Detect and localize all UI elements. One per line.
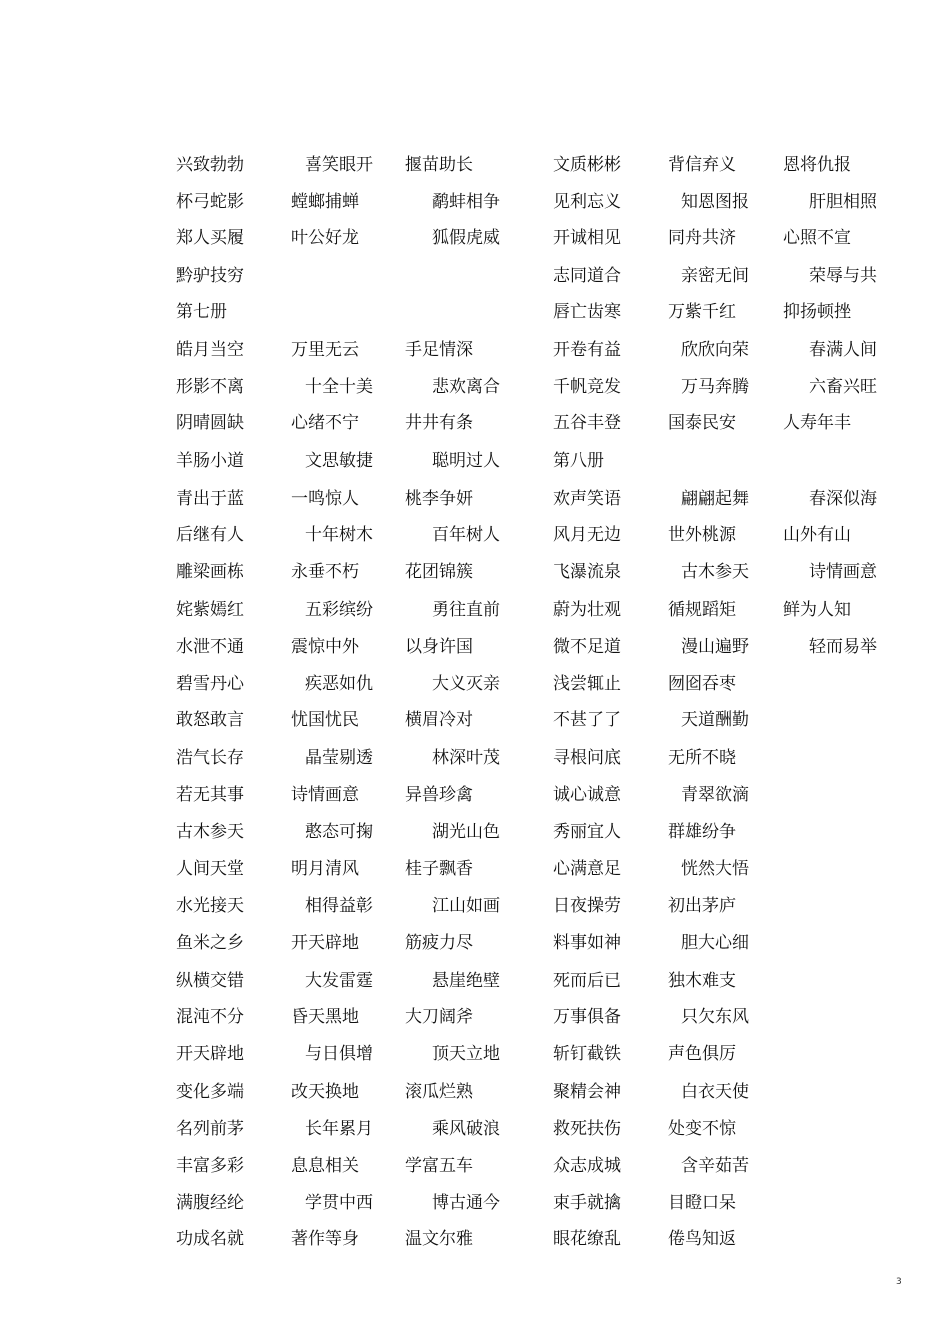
idiom-row xyxy=(0,930,950,956)
idiom-cell: 万马奔腾 xyxy=(681,377,749,397)
idiom-cell: 心满意足 xyxy=(553,859,621,879)
idiom-cell: 声色俱厉 xyxy=(668,1044,736,1064)
idiom-cell: 鲜为人知 xyxy=(783,600,851,620)
idiom-cell: 聪明过人 xyxy=(432,451,500,471)
idiom-cell: 明月清风 xyxy=(291,859,359,879)
idiom-cell: 无所不晓 xyxy=(668,748,736,768)
idiom-cell: 桂子飘香 xyxy=(405,859,473,879)
idiom-row xyxy=(0,1004,950,1030)
idiom-cell: 郑人买履 xyxy=(176,228,244,248)
idiom-cell: 亲密无间 xyxy=(681,266,749,286)
idiom-cell: 春深似海 xyxy=(809,489,877,509)
idiom-cell: 昏天黑地 xyxy=(291,1007,359,1027)
idiom-cell: 只欠东风 xyxy=(681,1007,749,1027)
idiom-cell: 丰富多彩 xyxy=(176,1156,244,1176)
idiom-cell: 晶莹剔透 xyxy=(305,748,373,768)
idiom-cell: 翩翩起舞 xyxy=(681,489,749,509)
idiom-cell: 恍然大悟 xyxy=(681,859,749,879)
idiom-cell: 文质彬彬 xyxy=(553,155,621,175)
idiom-cell: 初出茅庐 xyxy=(668,896,736,916)
idiom-cell: 六畜兴旺 xyxy=(809,377,877,397)
idiom-row xyxy=(0,968,950,994)
idiom-cell: 水光接天 xyxy=(176,896,244,916)
idiom-cell: 青出于蓝 xyxy=(176,489,244,509)
idiom-cell: 阴晴圆缺 xyxy=(176,413,244,433)
idiom-cell: 杯弓蛇影 xyxy=(176,192,244,212)
idiom-cell: 众志成城 xyxy=(553,1156,621,1176)
idiom-row xyxy=(0,1041,950,1067)
idiom-row xyxy=(0,337,950,363)
idiom-cell: 碧雪丹心 xyxy=(176,674,244,694)
idiom-cell: 诗情画意 xyxy=(809,562,877,582)
idiom-cell: 顶天立地 xyxy=(432,1044,500,1064)
idiom-cell: 大义灭亲 xyxy=(432,674,500,694)
idiom-cell: 志同道合 xyxy=(553,266,621,286)
idiom-cell: 蔚为壮观 xyxy=(553,600,621,620)
idiom-row xyxy=(0,152,950,178)
idiom-cell: 筋疲力尽 xyxy=(405,933,473,953)
idiom-cell: 乘风破浪 xyxy=(432,1119,500,1139)
idiom-cell: 学富五车 xyxy=(405,1156,473,1176)
idiom-cell: 春满人间 xyxy=(809,340,877,360)
idiom-cell: 第七册 xyxy=(176,302,227,322)
idiom-cell: 滚瓜烂熟 xyxy=(405,1082,473,1102)
idiom-cell: 若无其事 xyxy=(176,785,244,805)
idiom-cell: 兴致勃勃 xyxy=(176,155,244,175)
idiom-cell: 风月无边 xyxy=(553,525,621,545)
idiom-cell: 世外桃源 xyxy=(668,525,736,545)
idiom-row xyxy=(0,634,950,660)
idiom-row xyxy=(0,1116,950,1142)
idiom-cell: 诚心诚意 xyxy=(553,785,621,805)
idiom-cell: 螳螂捕蝉 xyxy=(291,192,359,212)
idiom-cell: 古木参天 xyxy=(681,562,749,582)
idiom-cell: 悬崖绝壁 xyxy=(432,971,500,991)
idiom-cell: 叶公好龙 xyxy=(291,228,359,248)
idiom-row xyxy=(0,410,950,436)
idiom-row xyxy=(0,374,950,400)
idiom-cell: 敢怒敢言 xyxy=(176,710,244,730)
idiom-cell: 水泄不通 xyxy=(176,637,244,657)
idiom-cell: 与日俱增 xyxy=(305,1044,373,1064)
idiom-cell: 长年累月 xyxy=(305,1119,373,1139)
idiom-cell: 皓月当空 xyxy=(176,340,244,360)
idiom-cell: 羊肠小道 xyxy=(176,451,244,471)
idiom-cell: 山外有山 xyxy=(783,525,851,545)
idiom-cell: 以身许国 xyxy=(405,637,473,657)
idiom-cell: 忧国忧民 xyxy=(291,710,359,730)
idiom-cell: 寻根问底 xyxy=(553,748,621,768)
idiom-cell: 万事俱备 xyxy=(553,1007,621,1027)
idiom-row xyxy=(0,189,950,215)
idiom-cell: 著作等身 xyxy=(291,1229,359,1249)
idiom-row xyxy=(0,448,950,474)
idiom-cell: 息息相关 xyxy=(291,1156,359,1176)
idiom-cell: 黔驴技穷 xyxy=(176,266,244,286)
idiom-cell: 青翠欲滴 xyxy=(681,785,749,805)
idiom-cell: 功成名就 xyxy=(176,1229,244,1249)
idiom-cell: 倦鸟知返 xyxy=(668,1229,736,1249)
idiom-cell: 束手就擒 xyxy=(553,1193,621,1213)
idiom-cell: 开卷有益 xyxy=(553,340,621,360)
idiom-cell: 心绪不宁 xyxy=(291,413,359,433)
idiom-cell: 温文尔雅 xyxy=(405,1229,473,1249)
idiom-cell: 五谷丰登 xyxy=(553,413,621,433)
idiom-cell: 形影不离 xyxy=(176,377,244,397)
idiom-cell: 博古通今 xyxy=(432,1193,500,1213)
idiom-cell: 知恩图报 xyxy=(681,192,749,212)
idiom-cell: 含辛茹苦 xyxy=(681,1156,749,1176)
idiom-cell: 疾恶如仇 xyxy=(305,674,373,694)
idiom-cell: 名列前茅 xyxy=(176,1119,244,1139)
idiom-row xyxy=(0,745,950,771)
idiom-cell: 喜笑眼开 xyxy=(305,155,373,175)
idiom-cell: 背信弃义 xyxy=(668,155,736,175)
idiom-cell: 天道酬勤 xyxy=(681,710,749,730)
idiom-cell: 万紫千红 xyxy=(668,302,736,322)
idiom-row xyxy=(0,225,950,251)
idiom-cell: 混沌不分 xyxy=(176,1007,244,1027)
idiom-cell: 后继有人 xyxy=(176,525,244,545)
idiom-cell: 囫囵吞枣 xyxy=(668,674,736,694)
idiom-row xyxy=(0,856,950,882)
idiom-row xyxy=(0,782,950,808)
idiom-cell: 震惊中外 xyxy=(291,637,359,657)
idiom-cell: 荣辱与共 xyxy=(809,266,877,286)
idiom-cell: 欣欣向荣 xyxy=(681,340,749,360)
idiom-cell: 飞瀑流泉 xyxy=(553,562,621,582)
idiom-cell: 日夜操劳 xyxy=(553,896,621,916)
idiom-cell: 井井有条 xyxy=(405,413,473,433)
idiom-cell: 诗情画意 xyxy=(291,785,359,805)
idiom-cell: 大发雷霆 xyxy=(305,971,373,991)
idiom-cell: 欢声笑语 xyxy=(553,489,621,509)
page-number: 3 xyxy=(896,1277,902,1287)
idiom-cell: 姹紫嫣红 xyxy=(176,600,244,620)
idiom-row xyxy=(0,1190,950,1216)
idiom-cell: 微不足道 xyxy=(553,637,621,657)
idiom-cell: 白衣天使 xyxy=(681,1082,749,1102)
idiom-cell: 纵横交错 xyxy=(176,971,244,991)
idiom-cell: 百年树人 xyxy=(432,525,500,545)
idiom-cell: 改天换地 xyxy=(291,1082,359,1102)
idiom-cell: 相得益彰 xyxy=(305,896,373,916)
idiom-cell: 湖光山色 xyxy=(432,822,500,842)
idiom-cell: 唇亡齿寒 xyxy=(553,302,621,322)
idiom-cell: 目瞪口呆 xyxy=(668,1193,736,1213)
idiom-cell: 永垂不朽 xyxy=(291,562,359,582)
idiom-cell: 恩将仇报 xyxy=(783,155,851,175)
idiom-cell: 十年树木 xyxy=(305,525,373,545)
idiom-cell: 鹬蚌相争 xyxy=(432,192,500,212)
idiom-cell: 文思敏捷 xyxy=(305,451,373,471)
idiom-row xyxy=(0,893,950,919)
idiom-cell: 变化多端 xyxy=(176,1082,244,1102)
idiom-cell: 浅尝辄止 xyxy=(553,674,621,694)
idiom-cell: 手足情深 xyxy=(405,340,473,360)
idiom-cell: 浩气长存 xyxy=(176,748,244,768)
idiom-cell: 胆大心细 xyxy=(681,933,749,953)
idiom-cell: 国泰民安 xyxy=(668,413,736,433)
idiom-row xyxy=(0,1226,950,1252)
idiom-cell: 料事如神 xyxy=(553,933,621,953)
idiom-cell: 十全十美 xyxy=(305,377,373,397)
idiom-cell: 满腹经纶 xyxy=(176,1193,244,1213)
idiom-row xyxy=(0,263,950,289)
idiom-row xyxy=(0,299,950,325)
idiom-cell: 群雄纷争 xyxy=(668,822,736,842)
idiom-cell: 不甚了了 xyxy=(553,710,621,730)
idiom-cell: 千帆竞发 xyxy=(553,377,621,397)
idiom-cell: 横眉冷对 xyxy=(405,710,473,730)
idiom-row xyxy=(0,671,950,697)
idiom-row xyxy=(0,819,950,845)
idiom-cell: 第八册 xyxy=(553,451,604,471)
idiom-cell: 聚精会神 xyxy=(553,1082,621,1102)
idiom-cell: 轻而易举 xyxy=(809,637,877,657)
idiom-cell: 大刀阔斧 xyxy=(405,1007,473,1027)
idiom-cell: 憨态可掬 xyxy=(305,822,373,842)
idiom-cell: 同舟共济 xyxy=(668,228,736,248)
idiom-row xyxy=(0,1079,950,1105)
idiom-cell: 勇往直前 xyxy=(432,600,500,620)
idiom-cell: 江山如画 xyxy=(432,896,500,916)
idiom-cell: 雕梁画栋 xyxy=(176,562,244,582)
idiom-cell: 抑扬顿挫 xyxy=(783,302,851,322)
idiom-row xyxy=(0,559,950,585)
idiom-cell: 见利忘义 xyxy=(553,192,621,212)
idiom-cell: 死而后已 xyxy=(553,971,621,991)
idiom-cell: 异兽珍禽 xyxy=(405,785,473,805)
idiom-cell: 林深叶茂 xyxy=(432,748,500,768)
idiom-cell: 心照不宣 xyxy=(783,228,851,248)
idiom-cell: 人间天堂 xyxy=(176,859,244,879)
idiom-cell: 独木难支 xyxy=(668,971,736,991)
idiom-row xyxy=(0,486,950,512)
idiom-cell: 万里无云 xyxy=(291,340,359,360)
idiom-cell: 一鸣惊人 xyxy=(291,489,359,509)
idiom-cell: 眼花缭乱 xyxy=(553,1229,621,1249)
idiom-cell: 鱼米之乡 xyxy=(176,933,244,953)
idiom-cell: 揠苗助长 xyxy=(405,155,473,175)
idiom-row xyxy=(0,1153,950,1179)
idiom-cell: 秀丽宜人 xyxy=(553,822,621,842)
idiom-cell: 桃李争妍 xyxy=(405,489,473,509)
idiom-cell: 狐假虎威 xyxy=(432,228,500,248)
idiom-cell: 救死扶伤 xyxy=(553,1119,621,1139)
idiom-row xyxy=(0,597,950,623)
idiom-cell: 漫山遍野 xyxy=(681,637,749,657)
idiom-row xyxy=(0,522,950,548)
idiom-cell: 肝胆相照 xyxy=(809,192,877,212)
idiom-cell: 斩钉截铁 xyxy=(553,1044,621,1064)
idiom-cell: 循规蹈矩 xyxy=(668,600,736,620)
idiom-cell: 开天辟地 xyxy=(291,933,359,953)
idiom-cell: 开天辟地 xyxy=(176,1044,244,1064)
idiom-cell: 古木参天 xyxy=(176,822,244,842)
idiom-cell: 学贯中西 xyxy=(305,1193,373,1213)
idiom-cell: 悲欢离合 xyxy=(432,377,500,397)
idiom-cell: 五彩缤纷 xyxy=(305,600,373,620)
idiom-row xyxy=(0,707,950,733)
idiom-cell: 开诚相见 xyxy=(553,228,621,248)
idiom-cell: 处变不惊 xyxy=(668,1119,736,1139)
idiom-cell: 人寿年丰 xyxy=(783,413,851,433)
idiom-cell: 花团锦簇 xyxy=(405,562,473,582)
